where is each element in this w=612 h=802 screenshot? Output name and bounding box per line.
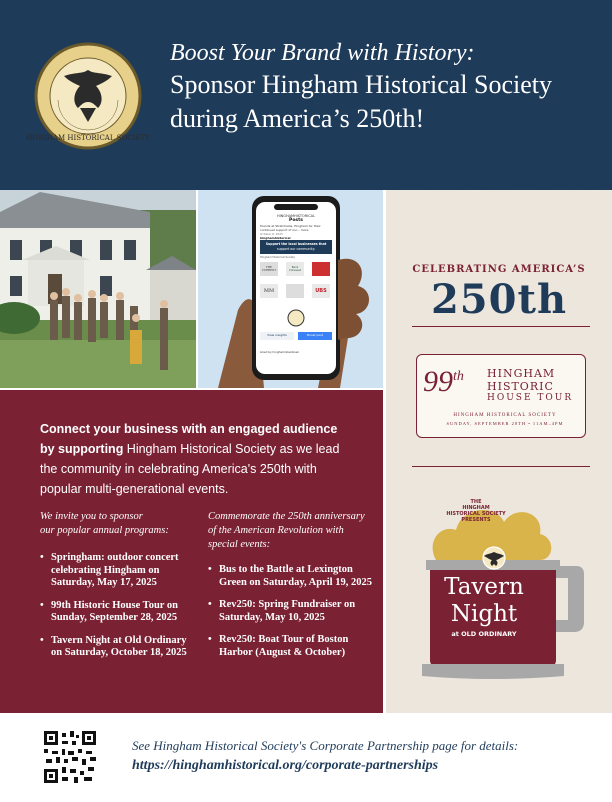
special-events-heading: Commemorate the 250th anniversary of the American Revolution with special events: (208, 511, 365, 550)
list-item: • Tavern Night at Old Ordinary on Saturday, October 18, 2025 (40, 635, 196, 660)
list-item: • Rev250: Boat Tour of Boston Harbor (August & October) (208, 634, 380, 659)
right-column (386, 190, 612, 713)
view-insights-button[interactable]: View insights (267, 333, 287, 337)
annual-programs-heading: We invite you to sponsor our popular annual programs: (40, 511, 169, 536)
annual-programs (40, 510, 196, 670)
tour-line-3: HOUSE TOUR (487, 393, 574, 403)
sponsor-logo-3: MM (263, 288, 275, 294)
sponsorship-panel (0, 390, 383, 713)
phone-instagram-photo (198, 190, 383, 388)
phone-profile-name: hinghamhistorical (260, 236, 291, 240)
sponsor-logo-1: THE CURRENT (262, 266, 276, 272)
phone-liked-by: Liked by hinghamdowntown (260, 350, 300, 354)
partnership-link[interactable]: https://hinghamhistorical.org/corporate-partnerships (132, 758, 439, 773)
qr-code[interactable] (44, 731, 96, 783)
phone-date: October 8, 2025 (260, 232, 283, 236)
house-tour-badge (416, 354, 586, 438)
list-item: • 99th Historic House Tour on Sunday, September 28, 2025 (40, 600, 196, 625)
headline-line-1: Boost Your Brand with History: (170, 40, 475, 66)
footer-line-1: See Hingham Historical Society's Corporate Partnership page for details: (132, 738, 519, 753)
celebrating-label: CELEBRATING AMERICA’S (412, 264, 586, 275)
footer (0, 713, 612, 802)
tour-small-1: HINGHAM HISTORICAL SOCIETY (453, 413, 557, 418)
phone-banner-line-2: support our community. (276, 247, 316, 251)
phone-caption: friends at Stretchside, Hingham for their continued support of our... more (260, 224, 321, 232)
list-item: • Springham: outdoor concert celebrating Hingham on Saturday, May 17, 2025 (40, 552, 196, 590)
tour-line-2: HISTORIC (487, 380, 554, 393)
phone-banner-line-1: Support the local businesses that (265, 242, 327, 246)
tour-small-2: SUNDAY, SEPTEMBER 28TH • 11AM–4PM (446, 421, 564, 426)
headline-line-3: during America’s 250th! (170, 104, 425, 133)
intro-paragraph: Connect your business with an engaged audience by supporting Hingham Historical Society as we lead the community in celebrating America's 250th with popular multi-generational events. (40, 422, 340, 496)
tavern-subtitle: at OLD ORDINARY (451, 630, 517, 638)
phone-posts-title: Posts (289, 218, 303, 223)
phone-profile-sub: Hingham Historical Society (260, 256, 296, 259)
headline (170, 38, 600, 136)
historic-house-photo (0, 190, 196, 388)
society-seal-logo (26, 42, 150, 150)
headline-line-2: Sponsor Hingham Historical Society (170, 70, 553, 99)
divider (412, 466, 590, 467)
svg-text:HINGHAM HISTORICAL SOCIETY: HINGHAM HISTORICAL SOCIETY (26, 134, 150, 142)
special-events (208, 510, 380, 669)
phone-account-name: HINGHAMHISTORICAL (276, 214, 316, 218)
sponsor-logo-2: Bank Cohasset (289, 266, 301, 272)
boost-post-button[interactable]: Boost post (307, 333, 323, 337)
sponsor-logo-4: UBS (315, 288, 327, 294)
big-250th: 250th (430, 276, 568, 323)
tour-line-1: HINGHAM (487, 367, 556, 380)
header-banner (0, 0, 612, 190)
divider (412, 326, 590, 327)
list-item: • Bus to the Battle at Lexington Green on Saturday, April 19, 2025 (208, 564, 380, 589)
tavern-night-title: Tavern Night (444, 574, 524, 627)
tour-number: 99th (423, 365, 464, 398)
foam-text: THE HINGHAM HISTORICAL SOCIETY PRESENTS (446, 499, 506, 523)
list-item: • Rev250: Spring Fundraiser on Saturday, May 10, 2025 (208, 599, 380, 624)
